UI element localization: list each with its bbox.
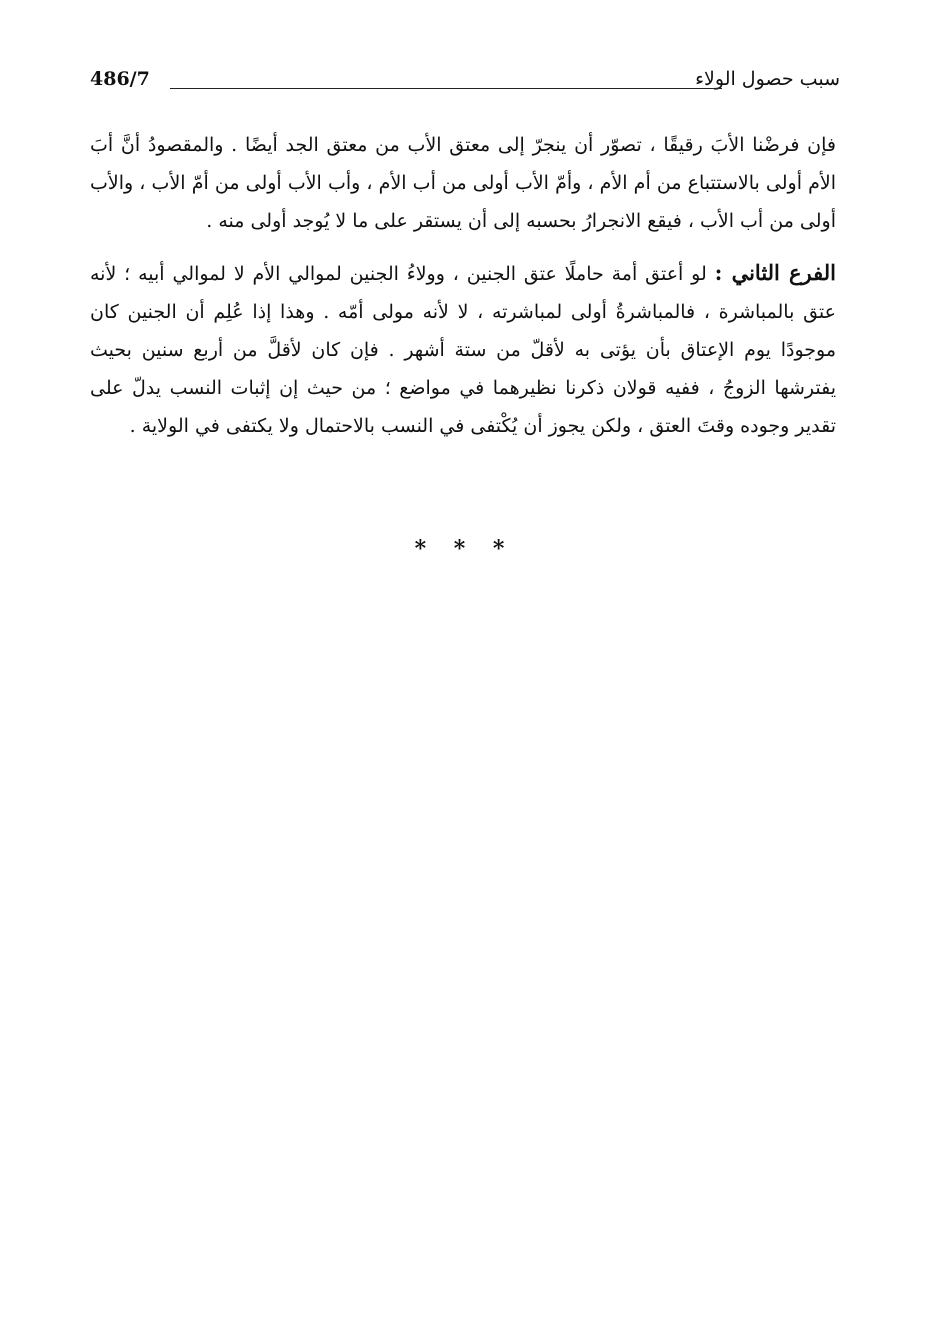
section-separator: * * *	[414, 536, 515, 562]
branch-heading: الفرع الثاني :	[714, 260, 836, 285]
header-title: سبب حصول الولاء	[695, 68, 840, 90]
header-rule	[170, 88, 722, 89]
paragraph-2	[90, 254, 836, 445]
paragraph-1: فإن فرضْنا الأبَ رقيقًا ، تصوّر أن ينجرّ إلى معتق الأب من معتق الجد أيضًا . والمقصودُ أنَّ أبَ الأم أولى بالاستتباع من أم الأم ، وأمّ الأب أولى من أب الأم ، وأب الأب أولى من أمّ الأب ، والأب أولى من أب الأب ، فيقع الانجرارُ بحسبه إلى أن يستقر على ما لا يُوجد أولى منه .	[90, 134, 836, 232]
paragraph-2-text: لو أعتق أمة حاملًا عتق الجنين ، وولاءُ الجنين لموالي الأم لا لموالي أبيه ؛ لأنه عتق بالمباشرة ، فالمباشرةُ أولى لمباشرته ، لا لأنه مولى أمّه . وهذا إذا عُلِم أن الجنين كان موجودًا يوم الإعتاق بأن يؤتى به لأقلّ من ستة أشهر . فإن كان لأقلَّ من أربع سنين بحيث يفترشها الزوجُ ، ففيه قولان ذكرنا نظيرهما في مواضع ؛ من حيث إن إثبات النسب يدلّ على تقدير وجوده وقتَ العتق ، ولكن يجوز أن يُكْتفى في النسب بالاحتمال ولا يكتفى في الولاية .	[90, 263, 836, 437]
running-header	[90, 66, 840, 100]
body-text	[90, 126, 836, 459]
page-number: 486/7	[90, 68, 150, 90]
